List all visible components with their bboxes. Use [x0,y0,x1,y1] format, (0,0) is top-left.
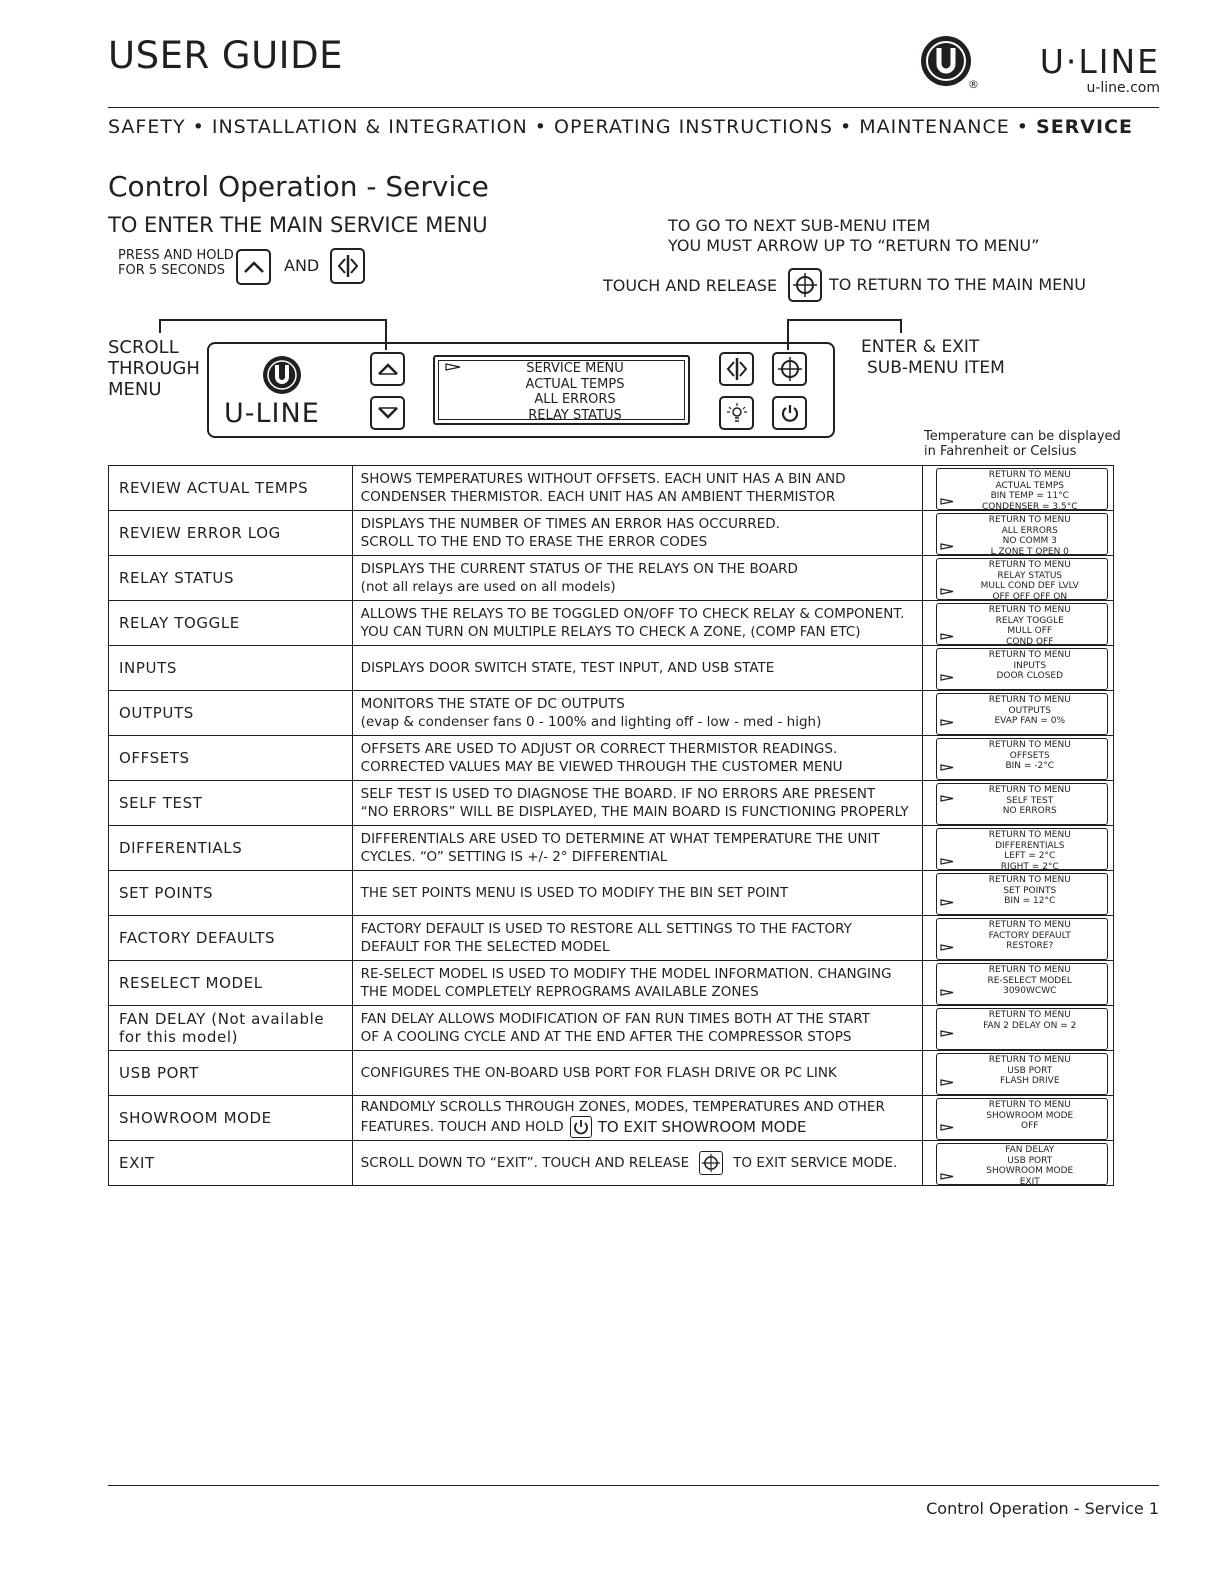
description-line: DEFAULT FOR THE SELECTED MODEL [360,939,610,955]
menu-item-description [352,691,922,736]
table-row [109,916,1114,961]
display-preview-line: OFF [1021,1121,1039,1131]
display-preview-line: ALL ERRORS [1001,525,1058,536]
display-preview [936,648,1108,690]
display-preview-lines [957,1055,1103,1087]
select-key-icon [699,1151,723,1175]
display-preview-cell [922,691,1113,736]
description-line: FEATURES. TOUCH AND HOLD [360,1119,564,1135]
menu-item-name: SET POINTS [109,871,353,916]
cursor-arrow-icon [445,363,461,371]
description-line: OFFSETS ARE USED TO ADJUST OR CORRECT THERMISTOR READINGS. [360,741,838,757]
display-preview-line: RETURN TO MENU [988,650,1071,660]
menu-item-name: REVIEW ERROR LOG [109,511,353,556]
display-preview-line: RETURN TO MENU [988,470,1071,480]
note-line: Temperature can be displayed [924,429,1121,444]
description-line: SCROLL DOWN TO “EXIT”. TOUCH AND RELEASE [360,1155,690,1171]
description-line: RANDOMLY SCROLLS THROUGH ZONES, MODES, TEMPERATURES AND OTHER [360,1099,885,1115]
cursor-arrow-icon [940,1172,954,1183]
display-preview-cell [922,961,1113,1006]
table-row [109,1141,1114,1186]
menu-item-description [352,601,922,646]
display-line: SERVICE MENU [526,361,624,376]
description-line: THE SET POINTS MENU IS USED TO MODIFY THE BIN SET POINT [360,885,789,901]
description-line: MONITORS THE STATE OF DC OUTPUTS [360,696,625,712]
display-preview-cell [922,466,1113,511]
nav-separator: • [832,116,860,138]
menu-item-description [352,736,922,781]
menu-item-name: OFFSETS [109,736,353,781]
next-item-line-1: TO GO TO NEXT SUB-MENU ITEM [668,216,931,235]
menu-item-name: USB PORT [109,1051,353,1096]
description-line: YOU CAN TURN ON MULTIPLE RELAYS TO CHECK A ZONE, (COMP FAN ETC) [360,624,861,640]
display-preview-line: ACTUAL TEMPS [995,480,1064,491]
display-preview [936,468,1108,510]
display-preview-line: BIN = 12°C [1004,896,1056,906]
display-preview-line: USB PORT [1007,1155,1053,1166]
description-line: SCROLL TO THE END TO ERASE THE ERROR CODES [360,534,708,550]
display-preview-line: NO ERRORS [1002,806,1057,816]
panel-up-button[interactable] [370,352,405,386]
return-main-text: TO RETURN TO THE MAIN MENU [829,275,1086,294]
display-preview-lines [957,875,1103,907]
display-line: ACTUAL TEMPS [525,377,625,392]
scroll-label [108,337,200,400]
display-preview [936,1008,1108,1050]
left-right-key-icon [330,248,365,284]
menu-item-description [352,646,922,691]
display-preview-cell [922,1096,1113,1141]
scroll-label-line: SCROLL [108,337,179,358]
display-preview [936,1098,1108,1140]
display-preview-cell [922,916,1113,961]
display-preview-line: SHOWROOM MODE [986,1166,1074,1176]
description-line: FACTORY DEFAULT IS USED TO RESTORE ALL SETTINGS TO THE FACTORY [360,921,852,937]
menu-item-name: INPUTS [109,646,353,691]
enter-exit-line: ENTER & EXIT [861,337,980,357]
menu-item-description [352,781,922,826]
display-preview-lines [957,920,1103,952]
display-preview-line: BIN = -2°C [1005,761,1055,771]
display-preview-line: INPUTS [1013,660,1047,671]
panel-select-button[interactable] [772,352,807,386]
menu-item-description [352,1006,922,1051]
temperature-note [924,429,1121,459]
panel-down-button[interactable] [370,396,405,430]
display-preview-line: FAN DELAY [1005,1145,1055,1155]
menu-item-name: FAN DELAY (Not available for this model) [109,1006,353,1051]
display-preview-line: RETURN TO MENU [988,515,1071,525]
nav-item-safety[interactable]: SAFETY [108,116,186,138]
display-preview-line: DOOR CLOSED [996,671,1064,681]
description-line: (not all relays are used on all models) [360,579,616,595]
description-line: CYCLES. “O” SETTING IS +/- 2° DIFFERENTIAL [360,849,668,865]
menu-item-name: OUTPUTS [109,691,353,736]
display-preview-line: EVAP FAN = 0% [994,716,1065,726]
display-line: RELAY STATUS [528,408,622,423]
touch-release-text: TOUCH AND RELEASE [603,276,778,295]
panel-light-button[interactable] [719,396,754,430]
description-line: CONDENSER THERMISTOR. EACH UNIT HAS AN AMBIENT THERMISTOR [360,489,836,505]
panel-logo-icon [262,355,302,395]
display-preview-line: DIFFERENTIALS [995,840,1065,851]
menu-item-name: RESELECT MODEL [109,961,353,1006]
display-preview-line: SET POINTS [1003,885,1057,896]
display-preview-cell [922,601,1113,646]
display-preview-line: OFF OFF OFF ON [992,591,1068,600]
scroll-label-line: THROUGH [108,358,200,379]
cursor-arrow-icon [940,794,954,805]
display-preview-lines [957,515,1103,555]
cursor-arrow-icon [940,898,954,909]
display-preview-line: RETURN TO MENU [988,1010,1071,1020]
panel-brand: U-LINE [224,398,320,429]
display-preview-line: SELF TEST [1006,795,1054,806]
display-preview-line: FLASH DRIVE [999,1076,1060,1086]
display-preview-lines [957,605,1103,645]
website-link[interactable]: u-line.com [1086,80,1160,96]
service-menu-table [108,465,1114,1186]
nav-separator: • [1009,116,1037,138]
brand-name: U·LINE [1039,42,1160,81]
display-preview-line: FACTORY DEFAULT [988,930,1071,941]
display-preview [936,693,1108,735]
panel-left-right-button[interactable] [719,352,754,386]
menu-item-description [352,871,922,916]
menu-item-name: SELF TEST [109,781,353,826]
description-line: CONFIGURES THE ON-BOARD USB PORT FOR FLASH DRIVE OR PC LINK [360,1065,837,1081]
enter-menu-heading: TO ENTER THE MAIN SERVICE MENU [108,213,488,237]
nav-separator: • [527,116,555,138]
display-preview [936,1143,1108,1185]
nav-item-installation[interactable]: INSTALLATION & INTEGRATION [211,116,528,138]
display-preview-cell [922,781,1113,826]
nav-item-operating[interactable]: OPERATING INSTRUCTIONS [554,116,833,138]
display-preview-line: CONDENSER = 3.5°C [982,501,1078,510]
nav-item-service-active[interactable]: SERVICE [1036,116,1134,138]
display-preview-line: RELAY TOGGLE [995,615,1064,626]
display-preview-line: RETURN TO MENU [988,695,1071,705]
display-preview-line: RETURN TO MENU [988,785,1071,795]
display-preview-cell [922,511,1113,556]
display-preview-lines [957,560,1103,600]
display-preview-line: OFFSETS [1009,750,1050,761]
select-key-icon [788,268,822,302]
note-line: in Fahrenheit or Celsius [924,444,1077,459]
display-preview-line: BIN TEMP = 11°C [990,491,1069,501]
display-preview-line: FAN 2 DELAY ON = 2 [983,1020,1077,1031]
display-preview-lines [957,785,1103,817]
display-preview-line: RESTORE? [1006,941,1054,951]
display-preview-line: OUTPUTS [1008,705,1051,716]
description-line: TO EXIT SHOWROOM MODE [597,1118,807,1136]
cursor-arrow-icon [940,542,954,553]
display-preview-lines [957,1145,1103,1185]
display-preview-cell [922,1141,1113,1186]
display-preview-line: RETURN TO MENU [988,965,1071,975]
table-row [109,511,1114,556]
menu-item-description [352,466,922,511]
display-preview-line: 3090WCWC [1003,986,1057,996]
table-row [109,691,1114,736]
cursor-arrow-icon [940,718,954,729]
cursor-arrow-icon [940,587,954,598]
cursor-arrow-icon [940,632,954,643]
display-preview-line: LEFT = 2°C [1004,851,1056,861]
doc-title: USER GUIDE [108,34,343,77]
display-preview-line: COND OFF [1006,636,1054,645]
description-line: SELF TEST IS USED TO DIAGNOSE THE BOARD. IF NO ERRORS ARE PRESENT [360,786,876,802]
display-preview [936,873,1108,915]
table-row [109,466,1114,511]
display-preview-line: RETURN TO MENU [988,740,1071,750]
scroll-label-line: MENU [108,379,162,400]
menu-item-name: RELAY STATUS [109,556,353,601]
nav-separator: • [185,116,212,138]
table-row [109,781,1114,826]
display-preview-line: RETURN TO MENU [988,1100,1071,1110]
description-line: CORRECTED VALUES MAY BE VIEWED THROUGH THE CUSTOMER MENU [360,759,843,775]
description-line: ALLOWS THE RELAYS TO BE TOGGLED ON/OFF TO CHECK RELAY & COMPONENT. [360,606,905,622]
display-preview-line: MULL OFF [1007,626,1053,636]
display-preview [936,603,1108,645]
registered-mark: ® [968,78,979,91]
menu-item-description [352,1051,922,1096]
description-line: RE-SELECT MODEL IS USED TO MODIFY THE MODEL INFORMATION. CHANGING [360,966,892,982]
enter-exit-label [861,337,1005,379]
display-preview [936,1053,1108,1095]
display-preview-lines [957,965,1103,997]
menu-item-description [352,556,922,601]
display-preview-line: RETURN TO MENU [988,1055,1071,1065]
display-preview-cell [922,1006,1113,1051]
menu-item-name: DIFFERENTIALS [109,826,353,871]
section-title: Control Operation - Service [108,170,489,203]
cursor-arrow-icon [940,1078,954,1089]
description-line: DISPLAYS THE CURRENT STATUS OF THE RELAYS ON THE BOARD [360,561,798,577]
cursor-arrow-icon [940,943,954,954]
description-line: DISPLAYS THE NUMBER OF TIMES AN ERROR HAS OCCURRED. [360,516,780,532]
display-preview-line: RETURN TO MENU [988,920,1071,930]
display-preview-lines [957,1010,1103,1031]
up-key-icon [236,249,271,285]
description-line: (evap & condenser fans 0 - 100% and lighting off - low - med - high) [360,714,822,730]
nav-item-maintenance[interactable]: MAINTENANCE [859,116,1010,138]
description-line: SHOWS TEMPERATURES WITHOUT OFFSETS. EACH UNIT HAS A BIN AND [360,471,846,487]
description-line: THE MODEL COMPLETELY REPROGRAMS AVAILABLE ZONES [360,984,759,1000]
description-line: FAN DELAY ALLOWS MODIFICATION OF FAN RUN TIMES BOTH AT THE START [360,1011,870,1027]
display-preview-lines [957,740,1103,772]
table-row [109,601,1114,646]
display-preview-line: USB PORT [1007,1065,1053,1076]
table-row [109,1051,1114,1096]
display-preview-line: RE-SELECT MODEL [987,975,1072,986]
cursor-arrow-icon [940,497,954,508]
menu-item-description [352,961,922,1006]
power-key-icon [570,1116,592,1138]
table-row [109,1006,1114,1051]
description-line: TO EXIT SERVICE MODE. [733,1155,898,1171]
menu-item-description [352,1141,922,1186]
display-preview-line: RIGHT = 2°C [1000,861,1059,870]
table-row [109,871,1114,916]
display-preview-cell [922,871,1113,916]
next-item-line-2: YOU MUST ARROW UP TO “RETURN TO MENU” [668,236,1040,255]
menu-item-name: EXIT [109,1141,353,1186]
menu-item-name: RELAY TOGGLE [109,601,353,646]
cursor-arrow-icon [940,1029,954,1040]
display-preview [936,828,1108,870]
table-row [109,1096,1114,1141]
menu-item-description [352,916,922,961]
display-preview-lines [957,650,1103,682]
display-preview [936,918,1108,960]
and-text: AND [284,256,320,275]
table-row [109,736,1114,781]
section-nav [108,116,1160,138]
display-preview [936,513,1108,555]
display-preview-line: L ZONE T OPEN 0 [990,546,1069,555]
enter-exit-line: SUB-MENU ITEM [867,358,1005,378]
description-line: “NO ERRORS” WILL BE DISPLAYED, THE MAIN BOARD IS FUNCTIONING PROPERLY [360,804,909,820]
menu-item-name: SHOWROOM MODE [109,1096,353,1141]
display-preview-cell [922,736,1113,781]
menu-item-name: REVIEW ACTUAL TEMPS [109,466,353,511]
display-preview-line: RETURN TO MENU [988,560,1071,570]
table-row [109,646,1114,691]
menu-item-description [352,826,922,871]
display-preview-lines [957,1100,1103,1132]
display-preview [936,738,1108,780]
display-preview-line: RELAY STATUS [997,570,1063,581]
display-preview-line: RETURN TO MENU [988,875,1071,885]
table-row [109,556,1114,601]
cursor-arrow-icon [940,857,954,868]
menu-item-description [352,1096,922,1141]
table-row [109,961,1114,1006]
display-preview-cell [922,646,1113,691]
display-preview-cell [922,826,1113,871]
press-hold-line-1: PRESS AND HOLD [118,248,234,263]
panel-power-button[interactable] [772,396,807,430]
display-preview-lines [957,695,1103,727]
display-preview-line: RETURN TO MENU [988,605,1071,615]
menu-item-description [352,511,922,556]
brand-logo [920,34,1160,98]
display-preview-line: RETURN TO MENU [988,830,1071,840]
description-line: OF A COOLING CYCLE AND AT THE END AFTER THE COMPRESSOR STOPS [360,1029,852,1045]
display-preview-lines [957,470,1103,510]
display-preview [936,783,1108,825]
display-line: ALL ERRORS [534,392,616,407]
cursor-arrow-icon [940,673,954,684]
description-line: DIFFERENTIALS ARE USED TO DETERMINE AT WHAT TEMPERATURE THE UNIT [360,831,880,847]
cursor-arrow-icon [940,763,954,774]
menu-item-name: FACTORY DEFAULTS [109,916,353,961]
display-preview-line: SHOWROOM MODE [986,1110,1074,1121]
cursor-arrow-icon [940,988,954,999]
display-preview-lines [957,830,1103,870]
header-divider [108,107,1159,108]
panel-display [433,355,690,425]
display-preview-line: MULL COND DEF LVLV [980,581,1079,591]
table-row [109,826,1114,871]
uline-logo-icon [920,34,974,90]
press-hold-line-2: FOR 5 SECONDS [118,263,226,278]
description-line: DISPLAYS DOOR SWITCH STATE, TEST INPUT, AND USB STATE [360,660,775,676]
display-preview-line: NO COMM 3 [1002,536,1057,546]
footer-divider [108,1485,1159,1486]
display-preview-cell [922,1051,1113,1096]
display-preview [936,963,1108,1005]
display-preview-line: EXIT [1019,1176,1040,1185]
display-preview [936,558,1108,600]
cursor-arrow-icon [940,1123,954,1134]
display-preview-cell [922,556,1113,601]
page-footer: Control Operation - Service 1 [926,1499,1159,1518]
